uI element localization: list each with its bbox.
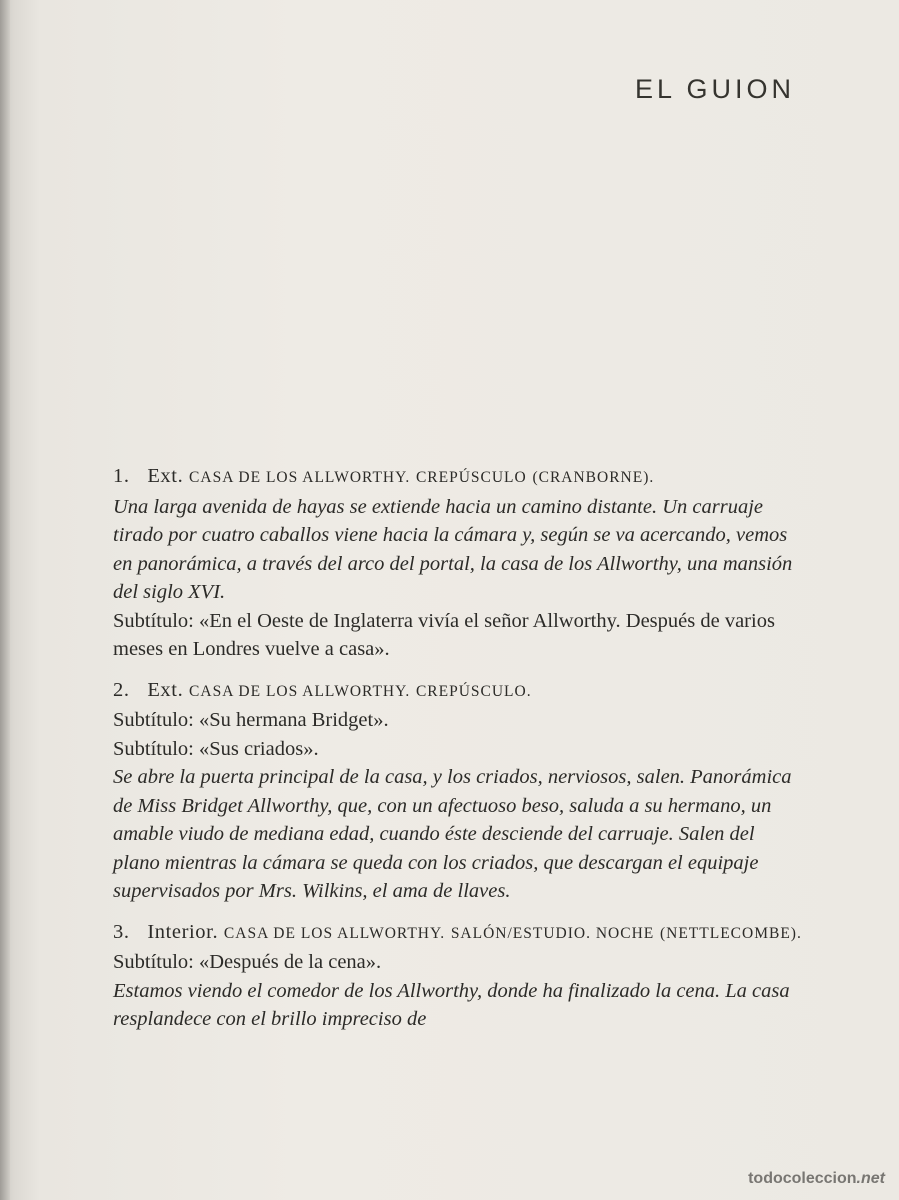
scene-number: 2. bbox=[113, 678, 130, 701]
scene-number: 3. bbox=[113, 920, 130, 943]
scene-subtitle: Subtítulo: «En el Oeste de Inglaterra vivía el señor Allworthy. Después de varios meses en Londres vuelve a casa». bbox=[113, 609, 775, 660]
scene-heading-time: CREPÚSCULO bbox=[415, 469, 527, 486]
scene-heading bbox=[113, 918, 803, 949]
scene-heading-location: CASA DE LOS ALLWORTHY. bbox=[189, 682, 411, 700]
watermark-logo bbox=[748, 1170, 885, 1188]
scene-action: Estamos viendo el comedor de los Allworthy, donde ha finalizado la cena. La casa resplandece con el brillo impreciso de bbox=[113, 979, 790, 1030]
scene-action: Una larga avenida de hayas se extiende hacia un camino distante. Un carruaje tirado por cuatro caballos viene hacia la cámara y, según se va acercando, vemos en panorámica, a través del arco del portal, la casa de los Allworthy, una mansión del siglo XVI. bbox=[113, 495, 793, 603]
scene-heading-type: Interior. bbox=[147, 920, 219, 943]
scene-subtitle: Subtítulo: «Sus criados». bbox=[113, 737, 319, 760]
chapter-title: EL GUION bbox=[634, 74, 795, 104]
scene-subtitle: Subtítulo: «Después de la cena». bbox=[113, 951, 382, 973]
scene-number: 1. bbox=[113, 465, 130, 487]
scene-heading bbox=[113, 462, 803, 493]
scene-heading bbox=[113, 676, 803, 707]
scene-heading-place: (NETTLECOMBE). bbox=[659, 924, 802, 942]
scene-3 bbox=[113, 918, 803, 1034]
scene-heading-location: CASA DE LOS ALLWORTHY. bbox=[223, 924, 446, 942]
scene-heading-location: CASA DE LOS ALLWORTHY. bbox=[189, 469, 411, 486]
scene-heading-place: (CRANBORNE). bbox=[532, 469, 655, 486]
watermark-brand: todocoleccion bbox=[748, 1170, 857, 1187]
scene-action: Se abre la puerta principal de la casa, y los criados, nerviosos, salen. Panorámica de Miss Bridget Allworthy, que, con un afectuoso beso, saluda a su hermano, un amable viudo de mediana edad, cuando éste desciende del carruaje. Salen del plano mientras la cámara se queda con los criados, que descargan el equipaje supervisados por Mrs. Wilkins, el ama de llaves. bbox=[113, 766, 792, 902]
page-spine-edge bbox=[0, 0, 10, 1200]
scene-heading-time: CREPÚSCULO. bbox=[415, 682, 532, 700]
scene-1 bbox=[113, 462, 803, 664]
scene-subtitle: Subtítulo: «Su hermana Bridget». bbox=[113, 709, 389, 731]
scene-heading-type: Ext. bbox=[147, 465, 184, 487]
watermark-domain: .net bbox=[856, 1170, 885, 1187]
script-content bbox=[113, 462, 803, 1046]
scene-2 bbox=[113, 676, 803, 906]
scene-heading-type: Ext. bbox=[147, 678, 184, 701]
scene-heading-time: SALÓN/ESTUDIO. NOCHE bbox=[450, 924, 655, 942]
